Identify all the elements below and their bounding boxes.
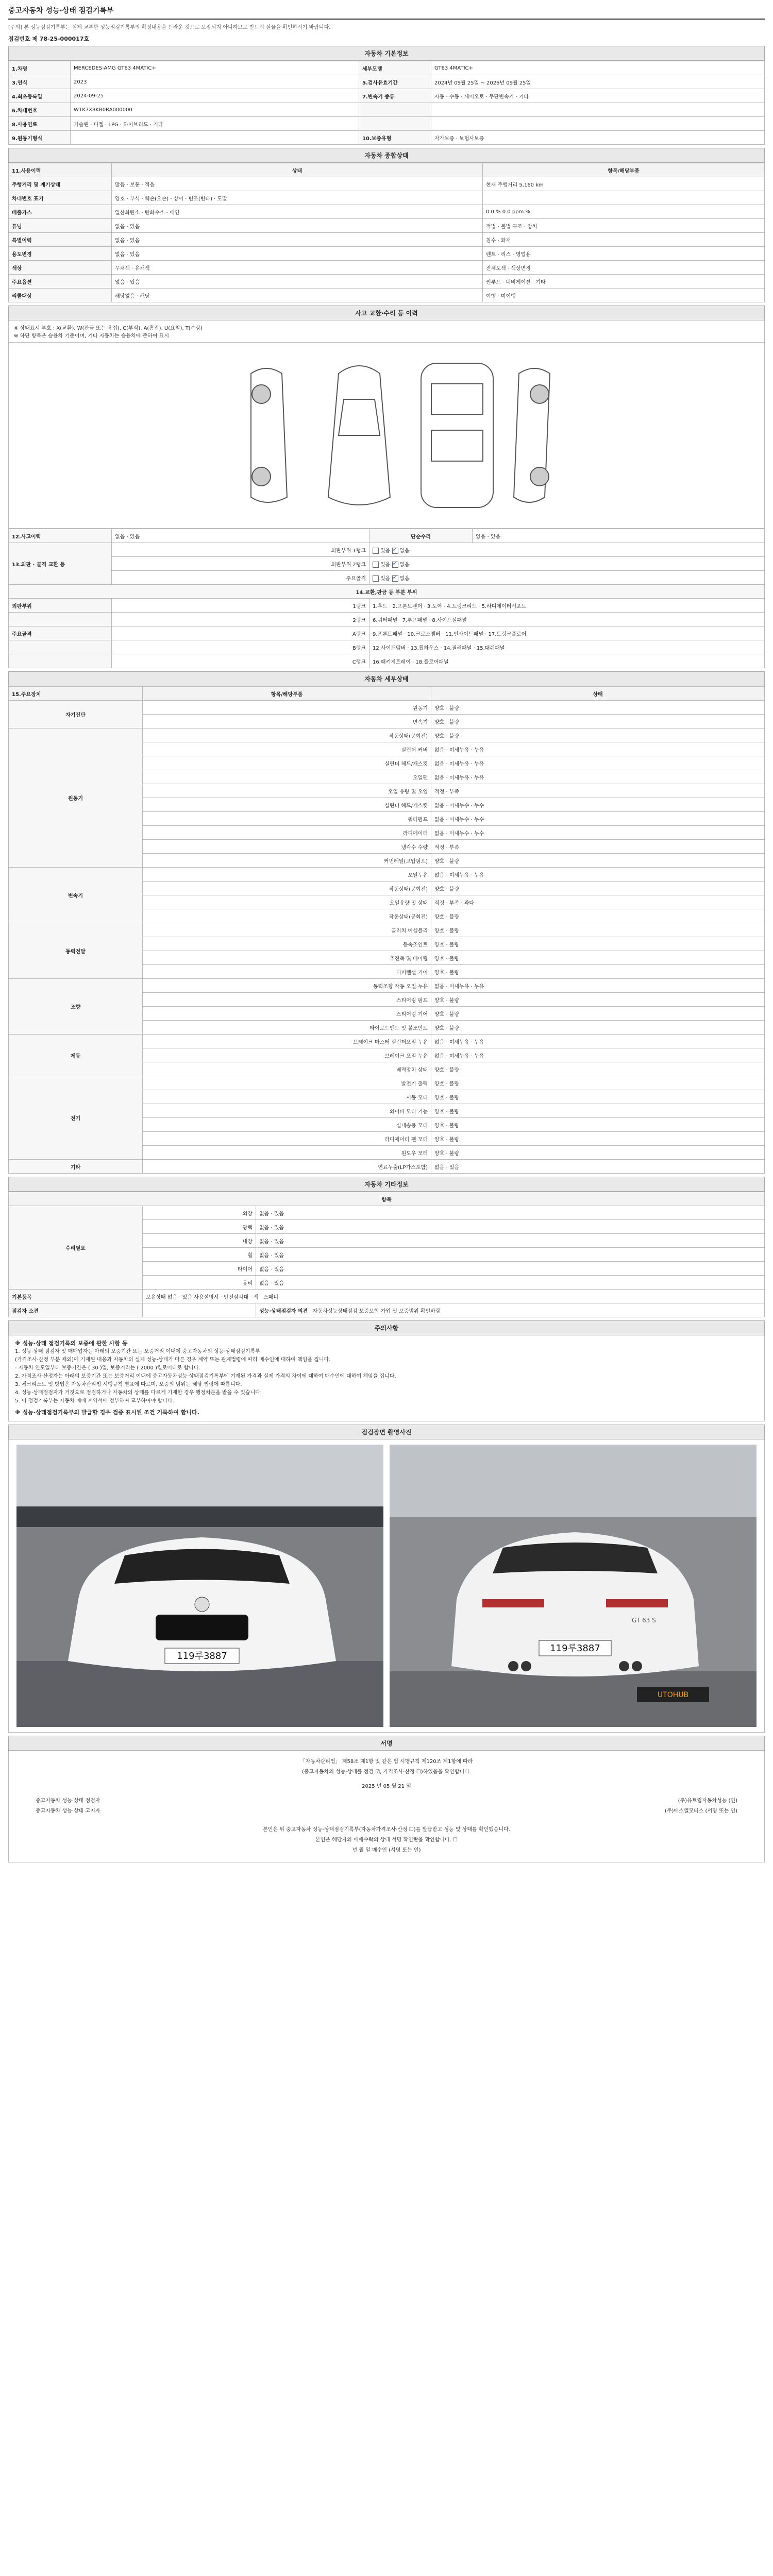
basic-row — [9, 103, 765, 117]
basic-info-table — [8, 61, 765, 145]
detail-item-label: 오일누유 — [143, 868, 431, 882]
detail-item-label: 워터펌프 — [143, 812, 431, 826]
detail-group-label: 기타 — [9, 1160, 143, 1174]
parts-group: 주요골격 — [9, 626, 112, 640]
detail-item-label: 타이로드엔드 및 볼조인트 — [143, 1021, 431, 1035]
detail-group-label: 동력전달 — [9, 923, 143, 979]
summary-item-label: 리콜대상 — [9, 289, 112, 302]
detail-item-label: 와이퍼 모터 기능 — [143, 1104, 431, 1118]
summary-item-value — [483, 191, 765, 205]
summary-item-value: 렌트 · 리스 · 영업용 — [483, 247, 765, 261]
summary-item-value: 0.0 % 0.0 ppm % — [483, 205, 765, 219]
grade-cell — [256, 1303, 765, 1317]
parts-row — [9, 640, 765, 654]
other-row — [9, 1206, 765, 1220]
summary-item-label: 색상 — [9, 261, 112, 275]
rear-photo — [390, 1445, 757, 1727]
other-item-label: 광택 — [143, 1220, 256, 1234]
car-diagram — [8, 343, 765, 529]
notes-lines — [15, 1348, 758, 1405]
summary-row — [9, 233, 765, 247]
sign-line-2: (중고자동차의 성능·상태를 점검 ☑, 가격조사·산정 ☐)하였음을 확인합니다. — [302, 1769, 471, 1775]
rear-badge-text: GT 63 S — [632, 1617, 656, 1624]
summary-item-value: 없음 · 있음 — [112, 233, 483, 247]
front-photo — [16, 1445, 383, 1727]
detail-item-status: 양호 · 불량 — [431, 923, 765, 937]
detail-item-status: 없음 · 미세누유 · 누유 — [431, 742, 765, 756]
basic-value: 2024-09-25 — [71, 89, 359, 103]
basic-label — [359, 103, 431, 117]
summary-item-label: 용도변경 — [9, 247, 112, 261]
other-sub-header: 항목 — [9, 1192, 765, 1206]
detail-row — [9, 1035, 765, 1048]
detail-item-label: 연료누출(LP가스포함) — [143, 1160, 431, 1174]
detail-group-label: 자기진단 — [9, 701, 143, 728]
detail-item-label: 오일유량 및 상태 — [143, 895, 431, 909]
parts-rank: B랭크 — [112, 640, 369, 654]
basic-value: 자동 · 수동 · 세미오토 · 무단변속기 · 기타 — [431, 89, 765, 103]
parts-list: 1.후드 · 2.프론트펜더 · 3.도어 · 4.트렁크리드 · 5.라디에이터서포트 — [369, 599, 765, 613]
rank2-label: 외판부위 2랭크 — [112, 557, 369, 571]
detail-item-label: 실내송풍 모터 — [143, 1118, 431, 1132]
accident-table — [8, 529, 765, 668]
parts-group — [9, 640, 112, 654]
detail-item-label: 등속조인트 — [143, 937, 431, 951]
simple-repair-label: 단순수리 — [369, 529, 473, 543]
summary-item-value: 침수 · 화재 — [483, 233, 765, 247]
detail-item-label: 원동기 — [143, 701, 431, 715]
summary-row — [9, 219, 765, 233]
document-number — [8, 35, 765, 43]
detail-item-status: 없음 · 미세누유 · 누유 — [431, 770, 765, 784]
detail-item-label: 변속기 — [143, 715, 431, 728]
detail-item-status: 없음 · 미세누유 · 누유 — [431, 979, 765, 993]
inspector-label: 중고자동차 성능·상태 점검자 — [36, 1798, 100, 1804]
legend-line-1: ※ 상태표시 부호 : X(교환), W(판금 또는 용접), C(부식), A(흠집), U(요철), T(손상) — [14, 326, 203, 331]
detail-item-label: 작동상태(공회전) — [143, 728, 431, 742]
other-item-value: 없음 · 있음 — [256, 1234, 765, 1248]
detail-item-label: 윈도우 모터 — [143, 1146, 431, 1160]
detail-item-status: 없음 · 있음 — [431, 1160, 765, 1174]
parts-row — [9, 599, 765, 613]
parts-list: 6.쿼터패널 · 7.루프패널 · 8.사이드실패널 — [369, 613, 765, 626]
sign-header: 서명 — [8, 1736, 765, 1751]
detail-item-status: 양호 · 불량 — [431, 701, 765, 715]
notes-line: 2. 가격조사·산정자는 아래의 보증기간 또는 보증거리 이내에 중고자동차성능·상태점검기록부에 기재된 가격과 실제 가격의 차이에 대하여 매수인에 대하여 책임을 집니다. — [15, 1374, 396, 1379]
legend-line-2: ※ 하단 항목은 승용차 기준이며, 기타 자동차는 승용차에 준하여 표시 — [14, 333, 169, 339]
basic-label — [359, 117, 431, 131]
detail-item-label: 배력장치 상태 — [143, 1062, 431, 1076]
parts-rank: A랭크 — [112, 626, 369, 640]
detail-item-status: 양호 · 불량 — [431, 1076, 765, 1090]
panel-label: 13.외판 · 골격 교환 등 — [9, 543, 112, 585]
notes-line: 4. 성능·상태점검자가 거짓으로 점검하거나 자동차의 상태를 다르게 기재한 경우 행정처분을 받을 수 있습니다. — [15, 1390, 262, 1396]
parts-group: 외판부위 — [9, 599, 112, 613]
detail-item-status: 양호 · 불량 — [431, 1118, 765, 1132]
windshield-shape — [339, 399, 380, 435]
basic-label: 6.차대번호 — [9, 103, 71, 117]
summary-item-value: 많음 · 보통 · 적음 — [112, 177, 483, 191]
basic-row — [9, 117, 765, 131]
notes-header: 주의사항 — [8, 1320, 765, 1335]
detail-item-status: 양호 · 불량 — [431, 882, 765, 895]
detail-item-status: 적정 · 부족 · 과다 — [431, 895, 765, 909]
detail-item-label: 추진축 및 베어링 — [143, 951, 431, 965]
summary-table — [8, 163, 765, 302]
detail-item-label: 발전기 출력 — [143, 1076, 431, 1090]
parts-rank: 1랭크 — [112, 599, 369, 613]
detail-row — [9, 923, 765, 937]
summary-item-label: 주요옵션 — [9, 275, 112, 289]
document-number-value: 78-25-000017호 — [39, 36, 90, 42]
summary-row — [9, 205, 765, 219]
other-item-value: 없음 · 있음 — [256, 1276, 765, 1290]
detail-item-label: 스티어링 펌프 — [143, 993, 431, 1007]
parts-list: 9.프론트패널 · 10.크로스멤버 · 11.인사이드패널 · 17.트렁크플로어 — [369, 626, 765, 640]
other-item-value: 없음 · 있음 — [256, 1262, 765, 1276]
basic-row — [9, 131, 765, 145]
detail-item-status: 적정 · 부족 — [431, 784, 765, 798]
detail-table — [8, 686, 765, 1174]
detail-item-label: 작동상태(공회전) — [143, 909, 431, 923]
summary-item-value: 해당없음 · 해당 — [112, 289, 483, 302]
detail-item-status: 없음 · 미세누유 · 누유 — [431, 756, 765, 770]
other-item-value: 없음 · 있음 — [256, 1206, 765, 1220]
basic-value: 가솔린 · 디젤 · LPG · 하이브리드 · 기타 — [71, 117, 359, 131]
summary-item-label: 배출가스 — [9, 205, 112, 219]
detail-item-label: 브레이크 오일 누유 — [143, 1048, 431, 1062]
parts-rank: 2랭크 — [112, 613, 369, 626]
document-title: 중고자동차 성능·상태 점검기록부 — [8, 0, 765, 20]
detail-header: 자동차 세부상태 — [8, 671, 765, 686]
basic-value: W1K7X8KB0RA000000 — [71, 103, 359, 117]
detail-item-label: 커먼레일(고압펌프) — [143, 854, 431, 868]
sign-date: 2025 년 05 월 21 일 — [362, 1784, 411, 1789]
other-info-table — [8, 1192, 765, 1317]
basic-value: 자가보증 · 보험사보증 — [431, 131, 765, 145]
summary-col-2: 상태 — [112, 163, 483, 177]
detail-item-status: 적정 · 부족 — [431, 840, 765, 854]
detail-item-status: 양호 · 불량 — [431, 854, 765, 868]
summary-row — [9, 247, 765, 261]
parts-rank: C랭크 — [112, 654, 369, 668]
basic-label: 10.보증유형 — [359, 131, 431, 145]
rear-plate-text: 119루3887 — [550, 1643, 600, 1654]
detail-item-label: 실린더 커버 — [143, 742, 431, 756]
detail-item-status: 양호 · 불량 — [431, 715, 765, 728]
frame-value: 있음 ✓없음 — [369, 571, 765, 585]
summary-item-value: 이행 · 미이행 — [483, 289, 765, 302]
basic-value — [431, 103, 765, 117]
summary-item-label: 튜닝 — [9, 219, 112, 233]
summary-item-value: 무채색 · 유채색 — [112, 261, 483, 275]
basic-value: GT63 4MATIC+ — [431, 61, 765, 75]
notes-title-1: ※ 성능·상태 점검기록의 보증에 관한 사항 등 — [15, 1340, 128, 1347]
other-item-value: 없음 · 있음 — [256, 1248, 765, 1262]
price-value: (주)에스엘모터스 (서명 또는 인) — [664, 1808, 737, 1814]
other-item-label: 휠 — [143, 1248, 256, 1262]
detail-item-status: 없음 · 미세누수 · 누수 — [431, 826, 765, 840]
wheel-icon — [530, 467, 549, 486]
basic-items-label: 기본품목 — [9, 1290, 143, 1303]
rear-seat-shape — [431, 430, 483, 461]
detail-row — [9, 701, 765, 715]
notes-line: 5. 이 점검기록부는 자동차 매매 계약서에 첨부하여 교부하여야 합니다. — [15, 1398, 174, 1404]
summary-item-label: 특별이력 — [9, 233, 112, 247]
detail-item-label: 냉각수 수량 — [143, 840, 431, 854]
other-item-value: 없음 · 있음 — [256, 1220, 765, 1234]
summary-item-value: 없음 · 있음 — [112, 275, 483, 289]
sign-line-5: 년 월 일 매수인 (서명 또는 인) — [352, 1848, 421, 1853]
basic-value: MERCEDES-AMG GT63 4MATIC+ — [71, 61, 359, 75]
sign-inspector-row — [15, 1796, 758, 1806]
detail-item-label: 브레이크 마스터 실린더오일 누유 — [143, 1035, 431, 1048]
summary-row — [9, 177, 765, 191]
other-item-label: 유리 — [143, 1276, 256, 1290]
summary-item-value: 없음 · 있음 — [112, 247, 483, 261]
detail-item-status: 양호 · 불량 — [431, 909, 765, 923]
summary-item-label: 주행거리 및 계기상태 — [9, 177, 112, 191]
basic-row — [9, 75, 765, 89]
detail-item-label: 동력조향 작동 오일 누유 — [143, 979, 431, 993]
detail-item-status: 양호 · 불량 — [431, 951, 765, 965]
detail-item-label: 실린더 헤드/개스킷 — [143, 756, 431, 770]
basic-info-header: 자동차 기본정보 — [8, 46, 765, 61]
sign-line-1: 「자동차관리법」 제58조 제1항 및 같은 법 시행규칙 제120조 제1항에 따라 — [300, 1759, 473, 1765]
basic-label: 3.연식 — [9, 75, 71, 89]
price-label: 중고자동차 성능·상태 고지자 — [36, 1808, 100, 1814]
detail-item-status: 양호 · 불량 — [431, 1062, 765, 1076]
basic-row — [9, 89, 765, 103]
detail-row — [9, 1160, 765, 1174]
detail-item-status: 없음 · 미세누유 · 누유 — [431, 1035, 765, 1048]
detail-item-label: 시동 모터 — [143, 1090, 431, 1104]
summary-item-value: 없음 · 있음 — [112, 219, 483, 233]
detail-item-status: 양호 · 불량 — [431, 1146, 765, 1160]
notes-line: (가격조사·산정 부분 제외)에 기재된 내용과 자동차의 실제 성능·상태가 다른 경우 계약 또는 관계법령에 따라 매수인에 대하여 책임을 집니다. — [15, 1357, 331, 1363]
basic-value — [431, 117, 765, 131]
summary-col-3: 항목/해당부품 — [483, 163, 765, 177]
parts-row — [9, 626, 765, 640]
detail-item-status: 양호 · 불량 — [431, 1104, 765, 1118]
basic-value — [71, 131, 359, 145]
summary-item-value: 썬루프 · 네비게이션 · 기타 — [483, 275, 765, 289]
photo-row — [8, 1439, 765, 1733]
rank1-label: 외판부위 1랭크 — [112, 543, 369, 557]
detail-group-label: 변속기 — [9, 868, 143, 923]
photos-header: 점검장면 촬영사진 — [8, 1425, 765, 1439]
summary-item-label: 차대번호 표기 — [9, 191, 112, 205]
detail-item-status: 양호 · 불량 — [431, 1132, 765, 1146]
detail-item-status: 양호 · 불량 — [431, 965, 765, 979]
notes-title-2: ※ 성능·상태점검기록부의 발급할 경우 검증 표시된 조건 기록하여 합니다. — [15, 1409, 199, 1416]
wheel-icon — [530, 385, 549, 403]
opinion-value — [143, 1303, 256, 1317]
accident-header: 사고 교환·수리 등 이력 — [8, 306, 765, 320]
notes-line: - 자동차 인도일부터 보증기간은 ( 30 )일, 보증거리는 ( 2000 )킬로미터로 합니다. — [15, 1365, 200, 1371]
wheel-icon — [252, 467, 271, 486]
basic-label: 5.검사유효기간 — [359, 75, 431, 89]
accident-history-label: 12.사고이력 — [9, 529, 112, 543]
basic-value: 2023 — [71, 75, 359, 89]
detail-item-label: 라디에이터 팬 모터 — [143, 1132, 431, 1146]
grade-label: 성능·상태점검자 의견 — [259, 1308, 308, 1314]
summary-item-value: 전체도색 · 색상변경 — [483, 261, 765, 275]
car-outline-drawing — [9, 343, 764, 528]
summary-header: 자동차 종합상태 — [8, 148, 765, 163]
sign-line-3: 본인은 위 중고자동차 성능·상태점검기록부(자동차가격조사·산정 ☐)를 발급받고 성능 및 상태를 확인했습니다. — [263, 1827, 510, 1833]
inspector-value: (주)유트립자동차성능 (인) — [678, 1798, 737, 1804]
summary-row — [9, 289, 765, 302]
sign-block — [8, 1751, 765, 1862]
accident-legend — [8, 320, 765, 343]
opinion-label: 점검자 소견 — [9, 1303, 143, 1317]
summary-item-value: 일산화탄소 · 탄화수소 · 매연 — [112, 205, 483, 219]
detail-col-1: 15.주요장치 — [9, 687, 143, 701]
detail-group-label: 원동기 — [9, 728, 143, 868]
detail-col-3: 상태 — [431, 687, 765, 701]
parts-group — [9, 613, 112, 626]
detail-col-2: 항목/해당부품 — [143, 687, 431, 701]
notice-text: [주의] 본 성능점검기록부는 실제 교부한 성능점검기록부의 확정내용을 뜬라운 것으로 보장되지 아니하므로 반드시 실물을 확인하시기 바랍니다. — [8, 25, 331, 30]
summary-item-value: 적법 · 불법 구조 · 장치 — [483, 219, 765, 233]
parts-row — [9, 654, 765, 668]
basic-row — [9, 61, 765, 75]
summary-item-value: 양호 · 부식 · 훼손(오손) · 상이 · 변조(변타) · 도말 — [112, 191, 483, 205]
detail-item-label: 스티어링 기어 — [143, 1007, 431, 1021]
detail-item-label: 오일 유량 및 오염 — [143, 784, 431, 798]
detail-item-label: 라디에이터 — [143, 826, 431, 840]
detail-group-label: 조향 — [9, 979, 143, 1035]
detail-item-status: 양호 · 불량 — [431, 728, 765, 742]
basic-items-value: 보유상태 없음 · 있음 사용설명서 · 안전삼각대 · 잭 · 스패너 — [143, 1290, 765, 1303]
other-item-label: 내장 — [143, 1234, 256, 1248]
other-item-label: 타이어 — [143, 1262, 256, 1276]
basic-label: 4.최초등록일 — [9, 89, 71, 103]
parts-list: 16.패키지트레이 · 18.플로어패널 — [369, 654, 765, 668]
rear-car-image — [390, 1445, 757, 1727]
frame-label: 주요골격 — [112, 571, 369, 585]
summary-row — [9, 261, 765, 275]
detail-row — [9, 979, 765, 993]
detail-group-label: 제동 — [9, 1035, 143, 1076]
notes-line: 1. 성능·상태 점검자 및 매매업자는 아래의 보증기간 또는 보증거리 이내에 중고자동차의 성능·상태점검기록부 — [15, 1349, 260, 1354]
basic-label: 8.사용연료 — [9, 117, 71, 131]
basic-label: 1.차명 — [9, 61, 71, 75]
detail-item-label: 실린더 헤드/개스킷 — [143, 798, 431, 812]
repair-needed-label: 수리필요 — [9, 1206, 143, 1290]
detail-row — [9, 1076, 765, 1090]
summary-row — [9, 275, 765, 289]
detail-item-label: 작동상태(공회전) — [143, 882, 431, 895]
detail-item-status: 양호 · 불량 — [431, 993, 765, 1007]
parts-list: 12.사이드멤버 · 13.휠하우스 · 14.필러패널 · 15.대쉬패널 — [369, 640, 765, 654]
document — [8, 0, 765, 1862]
detail-item-status: 없음 · 미세누수 · 누수 — [431, 798, 765, 812]
front-car-image — [16, 1445, 383, 1727]
detail-item-label: 클러치 어셈블리 — [143, 923, 431, 937]
detail-row — [9, 728, 765, 742]
detail-row — [9, 868, 765, 882]
detail-item-status: 없음 · 미세누유 · 누유 — [431, 868, 765, 882]
detail-item-status: 없음 · 미세누유 · 누유 — [431, 1048, 765, 1062]
summary-row — [9, 191, 765, 205]
accident-history-value: 없음 · 있음 — [112, 529, 369, 543]
basic-label: 9.원동기형식 — [9, 131, 71, 145]
notes-line: 3. 체크리스트 및 방법은 자동차관리법 시행규칙 별표에 따르며, 보증의 범위는 해당 법령에 따릅니다. — [15, 1382, 242, 1387]
detail-item-label: 오일팬 — [143, 770, 431, 784]
notes-block — [8, 1335, 765, 1421]
front-seat-shape — [431, 384, 483, 415]
grade-value: 자동차성능상태점검 보증보험 가입 및 보증범위 확인바람 — [312, 1308, 441, 1314]
detail-group-label: 전기 — [9, 1076, 143, 1160]
detail-item-status: 양호 · 불량 — [431, 1090, 765, 1104]
detail-item-status: 양호 · 불량 — [431, 1007, 765, 1021]
summary-item-value: 현재 주행거리 5,160 km — [483, 177, 765, 191]
simple-repair-value: 없음 · 있음 — [473, 529, 765, 543]
detail-item-status: 양호 · 불량 — [431, 1021, 765, 1035]
basic-label: 7.변속기 종류 — [359, 89, 431, 103]
rank1-value: 있음 ✓없음 — [369, 543, 765, 557]
parts-subheader: 14.교환,판금 등 부분 부위 — [9, 585, 765, 599]
detail-item-status: 양호 · 불량 — [431, 937, 765, 951]
sign-price-row — [15, 1806, 758, 1817]
garage-sign-text: UTOHUB — [657, 1691, 689, 1699]
parts-group — [9, 654, 112, 668]
parts-row — [9, 613, 765, 626]
document-number-label: 점검번호 제 — [8, 36, 38, 42]
front-plate-text: 119루3887 — [177, 1651, 227, 1662]
detail-item-label: 디퍼렌셜 기어 — [143, 965, 431, 979]
summary-col-1: 11.사용이력 — [9, 163, 112, 177]
other-item-label: 외장 — [143, 1206, 256, 1220]
sign-line-4: 본인은 해당자의 매매수락의 상태 서명 확인란을 확인합니다. ☐ — [315, 1837, 458, 1843]
basic-value: 2024년 09월 25일 ~ 2026년 09월 25일 — [431, 75, 765, 89]
wheel-icon — [252, 385, 271, 403]
detail-item-status: 없음 · 미세누수 · 누수 — [431, 812, 765, 826]
other-info-header: 자동차 기타정보 — [8, 1177, 765, 1192]
rank2-value: 있음 ✓없음 — [369, 557, 765, 571]
basic-label: 세부모델 — [359, 61, 431, 75]
